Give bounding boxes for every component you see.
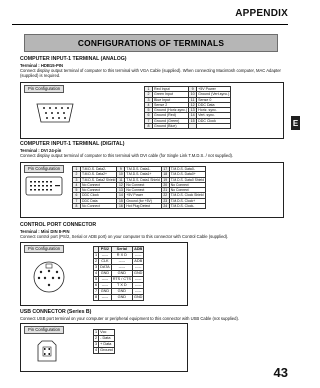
pin-cell: Red Input: [153, 87, 189, 92]
digital-description: Connect display output terminal of computer to this terminal with DVI cable (for Single Link T.M.D.S. / not supplied).: [20, 153, 234, 158]
pin-cell: DDC Data: [81, 198, 117, 203]
pin-number: 24: [161, 204, 169, 209]
pin-cell: +5V Power: [197, 87, 231, 92]
pin-number: 7: [145, 118, 153, 123]
pin-number: 3: [145, 97, 153, 102]
pin-cell: -----: [132, 277, 143, 283]
analog-terminal-type: Terminal : HDB15-PIN: [20, 63, 63, 68]
usb-section-title: USB CONNECTOR (Series B): [20, 309, 92, 315]
pin-number: 5: [73, 188, 81, 193]
pin-number: 11: [117, 177, 125, 182]
pin-number: [189, 124, 197, 129]
pin-number: 15: [117, 198, 125, 203]
pin-cell: Ground (Red): [153, 113, 189, 118]
digital-pin-row: [73, 204, 206, 209]
pin-number: 1: [95, 253, 98, 257]
pin-cell: -----: [99, 295, 112, 301]
pin-cell: No Connect: [169, 188, 205, 193]
pin-number: 6: [95, 283, 98, 287]
control-pin-row: [94, 259, 144, 265]
pin-cell: ADB: [134, 259, 143, 263]
pin-cell: -----: [111, 259, 132, 265]
usb-pin-label: Pin Configuration: [24, 326, 64, 334]
pin-number: 5: [145, 108, 153, 113]
digital-pin-row: [73, 172, 206, 177]
pin-cell: Ground: [100, 348, 113, 352]
pin-cell: -----: [132, 253, 143, 259]
pin-cell: No Connect: [125, 188, 161, 193]
pin-number: 23: [161, 198, 169, 203]
control-column-header: Serial: [111, 247, 132, 253]
digital-section-title: COMPUTER INPUT-1 TERMINAL (DIGITAL): [20, 141, 125, 147]
control-pin-row: [94, 283, 144, 289]
pin-cell: GND: [99, 271, 112, 277]
pin-number: 11: [189, 97, 197, 102]
pin-cell: DATA: [100, 265, 110, 269]
digital-pin-row: [73, 188, 206, 193]
pin-cell: No Connect: [169, 182, 205, 187]
pin-cell: [197, 124, 231, 129]
control-pin-row: [94, 295, 144, 301]
usb-pin-box: [20, 323, 188, 372]
pin-cell: GND: [133, 295, 143, 299]
pin-cell: Hot Plug Detect: [125, 204, 161, 209]
control-column-header: PS/2: [99, 247, 112, 253]
mini-din-connector-icon: [31, 259, 67, 295]
pin-number: 10: [190, 92, 195, 97]
pin-cell: Ground (Blue): [153, 124, 189, 129]
analog-pin-box: [20, 82, 284, 139]
section-banner: CONFIGURATIONS OF TERMINALS: [24, 34, 278, 52]
pin-cell: + Data: [99, 342, 115, 348]
pin-cell: +5V Power: [125, 193, 161, 198]
pin-number: 20: [161, 182, 169, 187]
pin-number: 10: [117, 172, 125, 177]
pin-cell: GND: [111, 295, 132, 301]
pin-number: 7: [95, 289, 98, 293]
pin-number: 1: [95, 330, 98, 334]
pin-cell: T.M.D.S. Clock+: [169, 198, 205, 203]
pin-cell: T.M.D.S. Clock-: [169, 204, 205, 209]
pin-number: 17: [161, 167, 169, 172]
vga-connector-icon: [35, 101, 75, 125]
digital-pin-row: [73, 182, 206, 187]
control-pin-row: [94, 271, 144, 277]
pin-cell: No Connect: [125, 182, 161, 187]
pin-cell: GND: [133, 271, 143, 275]
digital-pin-box: [20, 162, 284, 218]
section-tab-marker: E: [291, 116, 300, 130]
pin-cell: T X D: [111, 283, 132, 289]
pin-number: 5: [95, 277, 98, 281]
digital-pin-row: [73, 167, 206, 172]
pin-number: 12: [117, 182, 125, 187]
pin-cell: No Connect: [81, 182, 117, 187]
pin-cell: DDC Clock: [197, 118, 231, 123]
page-header-title: APPENDIX: [235, 8, 288, 19]
pin-number: 19: [161, 177, 169, 182]
pin-cell: T.M.D.S. Data0-: [169, 167, 205, 172]
pin-cell: Ground (Green): [153, 118, 189, 123]
pin-number: 16: [117, 204, 125, 209]
pin-number: 8: [145, 124, 153, 129]
pin-number: 2: [95, 259, 98, 263]
pin-number: 2: [73, 172, 81, 177]
digital-pin-row: [73, 177, 206, 182]
pin-cell: Vcc: [99, 330, 115, 336]
pin-cell: Blue Input: [153, 97, 189, 102]
pin-number: 12: [190, 102, 195, 107]
pin-number: 14: [117, 193, 125, 198]
page-number: 43: [273, 365, 288, 380]
pin-number: 1: [73, 167, 81, 172]
pin-cell: T.M.D.S. Data1 Shield: [126, 177, 160, 182]
pin-cell: -----: [132, 283, 143, 289]
control-pin-row: [94, 253, 144, 259]
pin-cell: GND: [111, 271, 132, 277]
pin-cell: T.M.D.S. Data1+: [125, 172, 161, 177]
pin-cell: Ground (Horiz.sync.): [154, 108, 188, 113]
analog-pin-row: [145, 124, 231, 129]
pin-cell: -----: [132, 289, 143, 295]
pin-number: 9: [117, 167, 125, 172]
pin-cell: T.M.D.S. Data2-: [81, 167, 117, 172]
pin-number: 3: [73, 177, 81, 182]
analog-pin-table: [144, 86, 231, 129]
pin-number: 3: [95, 265, 98, 269]
pin-number: 4: [145, 102, 153, 107]
control-pin-row: [94, 277, 144, 283]
pin-number: 7: [73, 198, 81, 203]
dvi-connector-icon: [25, 175, 63, 197]
pin-number: 13: [117, 188, 125, 193]
pin-cell: RTS / CTS: [112, 277, 131, 281]
pin-cell: No Connect: [81, 204, 117, 209]
control-pin-row: [94, 265, 144, 271]
pin-cell: CLK: [99, 259, 112, 265]
pin-number: 4: [95, 348, 98, 352]
pin-cell: T.M.D.S. Data0+: [169, 172, 205, 177]
pin-number: 4: [73, 182, 81, 187]
usb-pin-row: [94, 348, 115, 354]
pin-cell: Ground (Vert.sync.): [198, 92, 230, 97]
digital-pin-row: [73, 193, 206, 198]
pin-cell: DDC Data: [197, 102, 231, 107]
control-pin-box: [20, 242, 188, 306]
pin-number: 1: [145, 87, 153, 92]
pin-cell: T.M.D.S. Data2+: [81, 172, 117, 177]
pin-cell: - Data: [99, 336, 115, 342]
pin-number: 8: [95, 295, 98, 299]
pin-cell: Sense 0: [197, 97, 231, 102]
usb-b-connector-icon: [35, 338, 59, 364]
digital-pin-table: [72, 166, 206, 209]
pin-cell: -----: [111, 265, 132, 271]
control-description: Connect control port (PS/2, Serial or ADB port) on your computer to this connector with Control Cable (supplied).: [20, 234, 229, 239]
pin-cell: R X D: [111, 253, 132, 259]
pin-number: 8: [73, 204, 81, 209]
pin-cell: Ground (for +5V): [125, 198, 161, 203]
pin-cell: -----: [132, 265, 143, 271]
pin-number: 21: [161, 188, 169, 193]
pin-number: 3: [95, 342, 98, 346]
pin-cell: No Connect: [81, 188, 117, 193]
digital-pin-row: [73, 198, 206, 203]
analog-section-title: COMPUTER INPUT-1 TERMINAL (ANALOG): [20, 56, 127, 62]
control-terminal-type: Terminal : Mini DIN 8-PIN: [20, 229, 70, 234]
header-rule: [12, 24, 288, 25]
pin-number: 18: [161, 172, 169, 177]
usb-pin-row: [94, 342, 115, 348]
control-pin-table: [93, 246, 144, 301]
pin-cell: Green Input: [153, 92, 189, 97]
pin-number: 22: [161, 193, 169, 198]
pin-cell: Sense 2: [153, 102, 189, 107]
pin-number: 13: [190, 108, 195, 113]
pin-cell: Vert. sync.: [197, 113, 231, 118]
usb-description: Connect USB port terminal on your computer or peripheral equipment to this connector with USB Cable (not supplied).: [20, 316, 240, 321]
pin-number: 6: [145, 113, 153, 118]
usb-pin-table: [93, 329, 115, 354]
pin-cell: -----: [99, 253, 112, 259]
analog-pin-label: Pin Configuration: [24, 85, 64, 93]
pin-number: 9: [189, 87, 197, 92]
pin-cell: GND: [99, 289, 112, 295]
pin-cell: T.M.D.S. Data1-: [125, 167, 161, 172]
pin-number: 15: [190, 118, 195, 123]
control-column-header: ADB: [134, 247, 143, 251]
pin-cell: GND: [111, 289, 132, 295]
pin-cell: Horiz. sync.: [197, 108, 231, 113]
pin-number: 6: [73, 193, 81, 198]
pin-cell: T.M.D.S. Data2 Shield: [82, 177, 116, 182]
pin-number: 4: [95, 271, 98, 275]
control-section-title: CONTROL PORT CONNECTOR: [20, 222, 97, 228]
pin-number: 2: [145, 92, 153, 97]
pin-cell: T.M.D.S. Data0 Shield: [170, 177, 205, 182]
digital-terminal-type: Terminal : DVI 24-pin: [20, 148, 62, 153]
pin-number: 14: [190, 113, 195, 118]
pin-cell: DDC Clock: [81, 193, 117, 198]
pin-number: 2: [95, 336, 98, 340]
digital-pin-label: Pin Configuration: [24, 165, 64, 173]
pin-cell: -----: [99, 283, 112, 289]
control-pin-row: [94, 289, 144, 295]
pin-cell: T.M.D.S. Clock Shield: [169, 193, 205, 198]
control-pin-label: Pin Configuration: [24, 245, 64, 253]
analog-description: Connect display output terminal of computer to this terminal with VGA Cable (supplied). When connecting Macintosh computer, MAC Adapter (supplied) is required.: [20, 68, 281, 78]
pin-cell: -----: [99, 277, 112, 283]
